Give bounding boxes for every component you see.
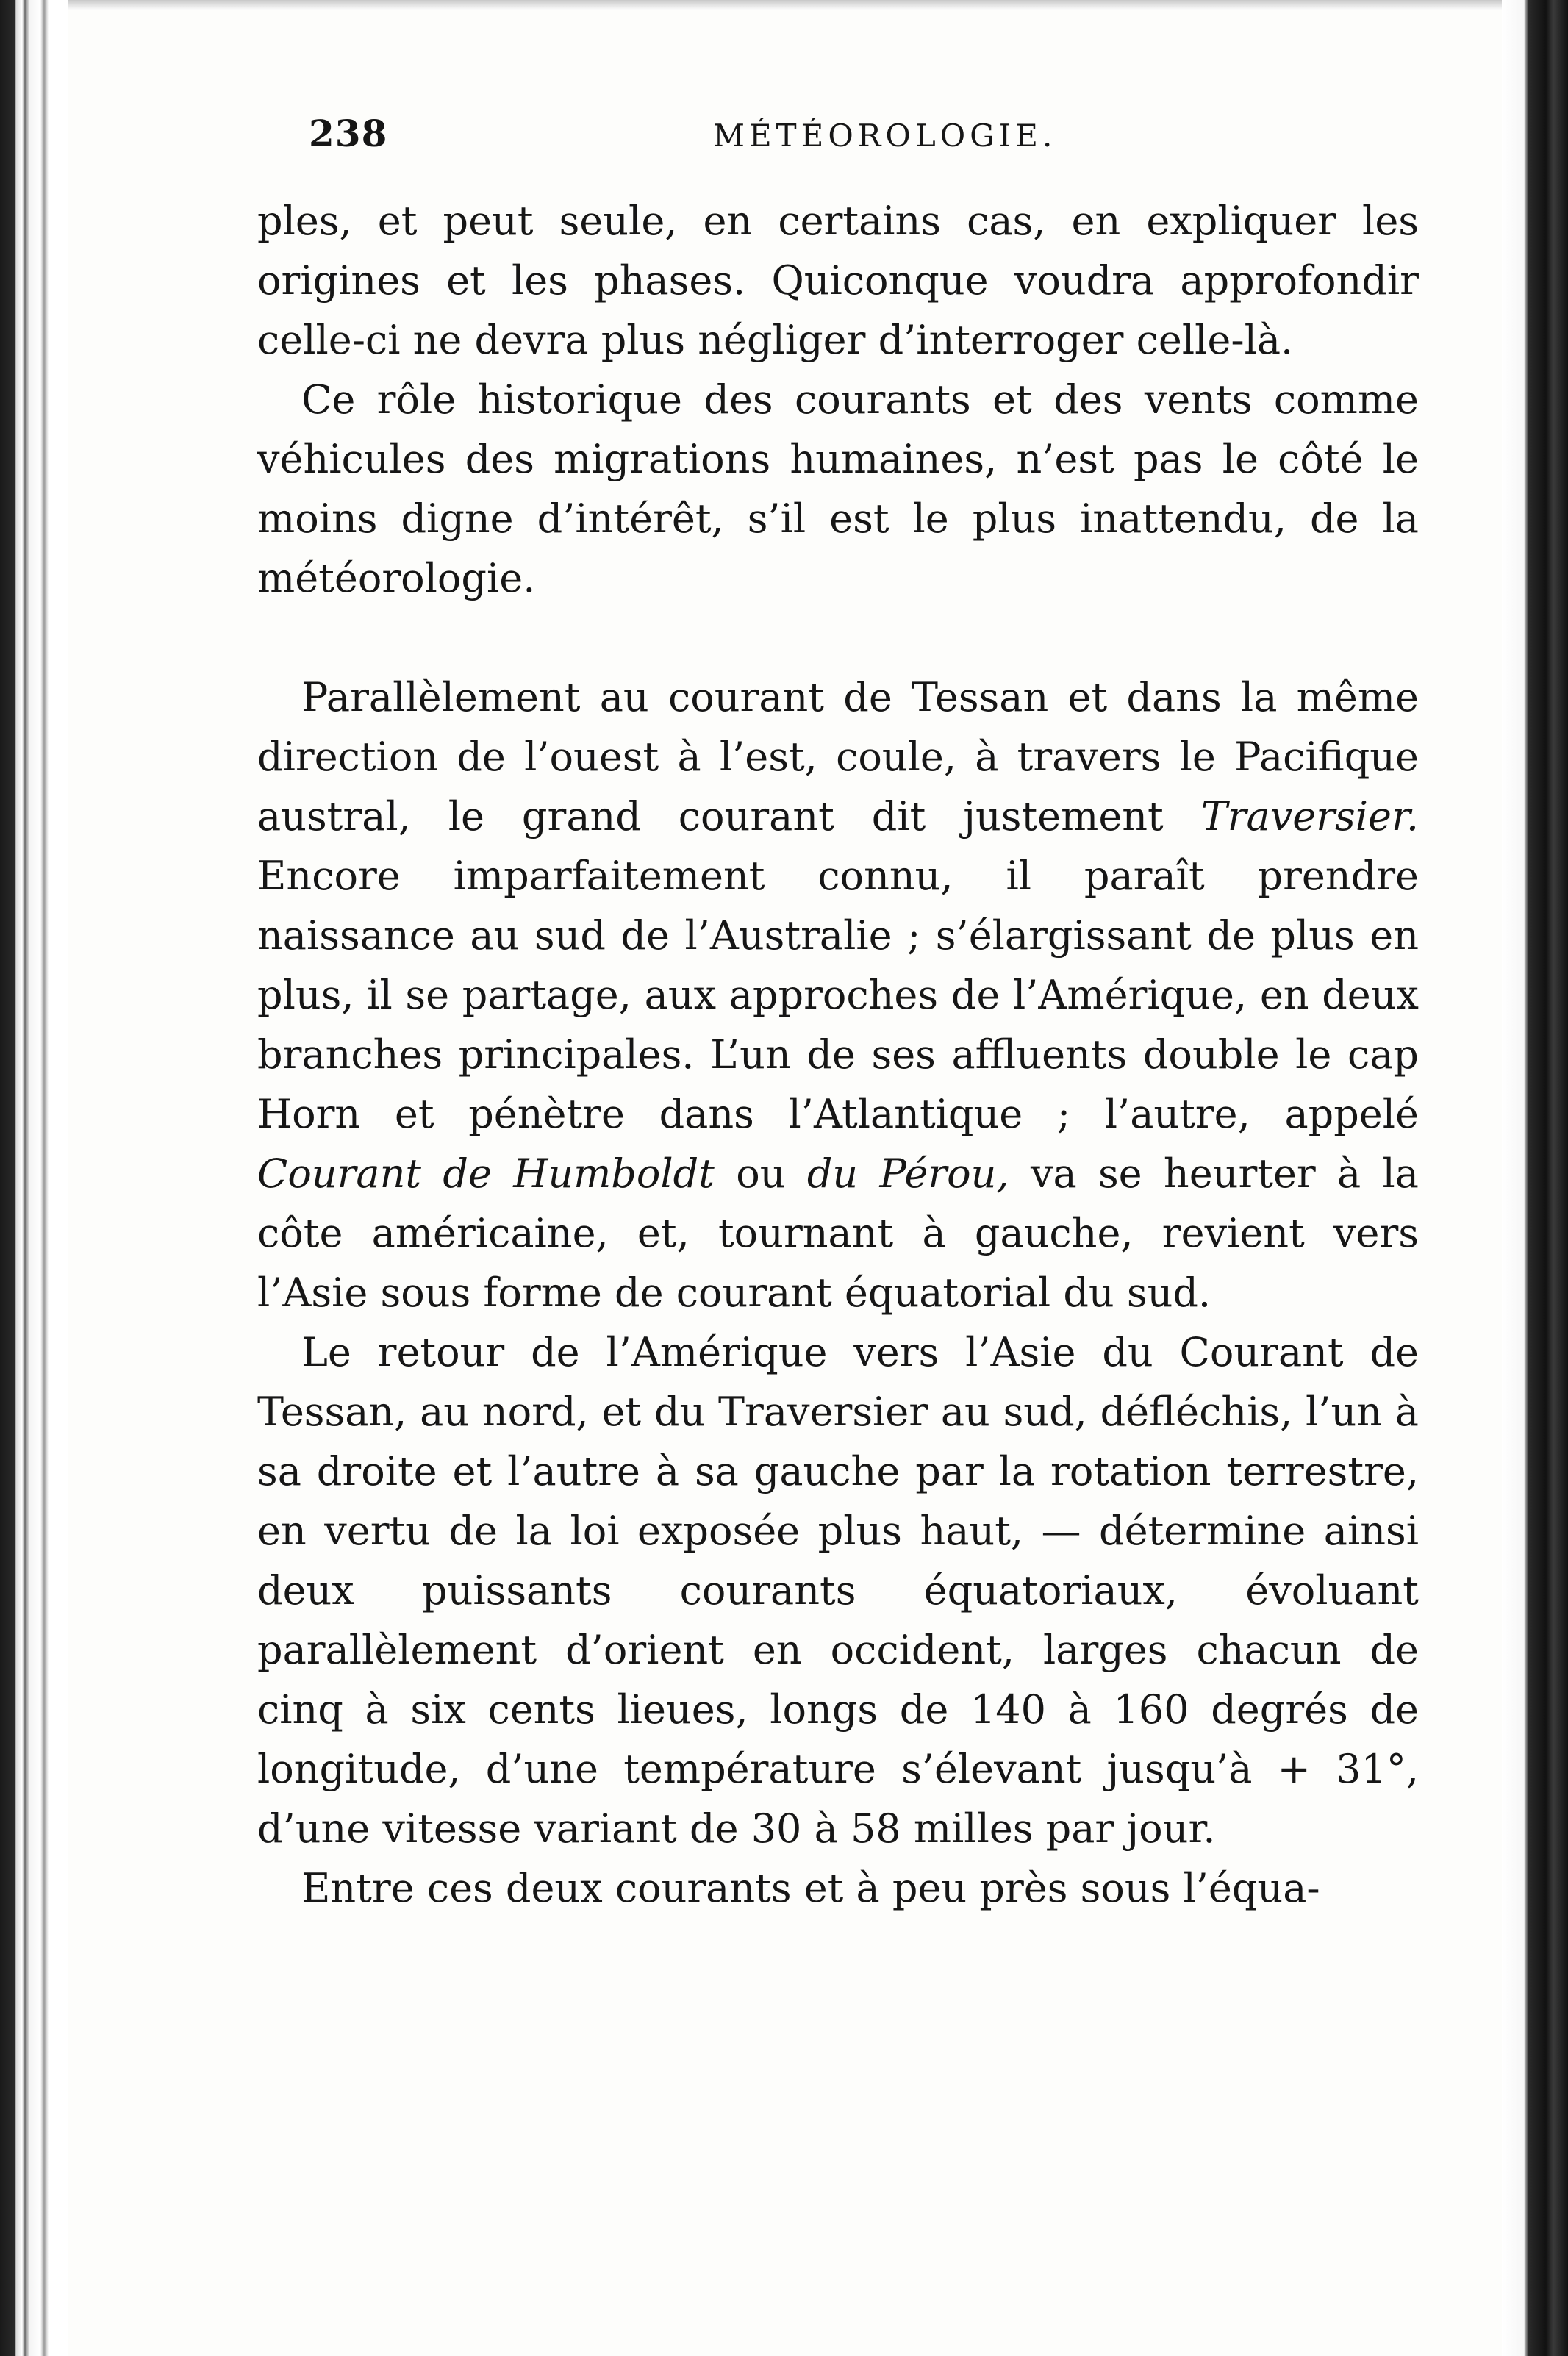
page-number: 238: [309, 112, 388, 155]
italic-term-traversier: Traversier.: [1200, 793, 1419, 839]
paragraph-3: [257, 667, 1419, 1322]
paragraph-3-text-b: Encore imparfaitement connu, il paraît prendre naissance au sud de l’Australie ; s’élargissant de plus en plus, il se partage, aux approches de l’Amérique, en deux branches principales. L’un de ses affluents double le cap Horn et pénètre dans l’Atlantique ; l’autre, appelé: [257, 853, 1419, 1137]
paragraph-1: ples, et peut seule, en certains cas, en expliquer les origines et les phases. Quiconque voudra approfondir celle-ci ne devra plus négliger d’interroger celle-là.: [257, 198, 1419, 363]
paragraph-3-text-c: ou: [714, 1150, 807, 1197]
running-title: MÉTÉOROLOGIE.: [713, 118, 1057, 154]
italic-term-humboldt: Courant de Humboldt: [257, 1150, 715, 1197]
paragraph-4: Le retour de l’Amérique vers l’Asie du Courant de Tessan, au nord, et du Traversier au sud, défléchis, l’un à sa droite et l’autre à sa gauche par la rotation terrestre, en vertu de la loi exposée plus haut, — détermine ainsi deux puissants courants équatoriaux, évoluant parallèlement d’orient en occident, larges chacun de cinq à six cents lieues, longs de 140 à 160 degrés de longitude, d’une température s’élevant jusqu’à + 31°, d’une vitesse variant de 30 à 58 milles par jour.: [257, 1329, 1419, 1852]
paragraph-3-text-d: va se heurter à la côte américaine, et, tournant à gauche, revient vers l’Asie sous forme de courant équatorial du sud.: [257, 1150, 1420, 1316]
scan-edge-top: [0, 0, 1568, 10]
paragraph-3-text-a: Parallèlement au courant de Tessan et dans la même direction de l’ouest à l’est, coule, à travers le Pacifique austral, le grand courant dit justement: [257, 674, 1419, 839]
book-fore-edge: [1502, 0, 1568, 2356]
italic-term-perou: du Pérou,: [806, 1150, 1009, 1197]
body-text: [257, 191, 1419, 1918]
running-head: [309, 112, 1411, 163]
book-spine-edge: [0, 0, 68, 2356]
paragraph-2: Ce rôle historique des courants et des vents comme véhicules des migrations humaines, n’est pas le côté le moins digne d’intérêt, s’il est le plus inattendu, de la météorologie.: [257, 376, 1419, 601]
paragraph-5: Entre ces deux courants et à peu près sous l’équa-: [301, 1865, 1320, 1911]
